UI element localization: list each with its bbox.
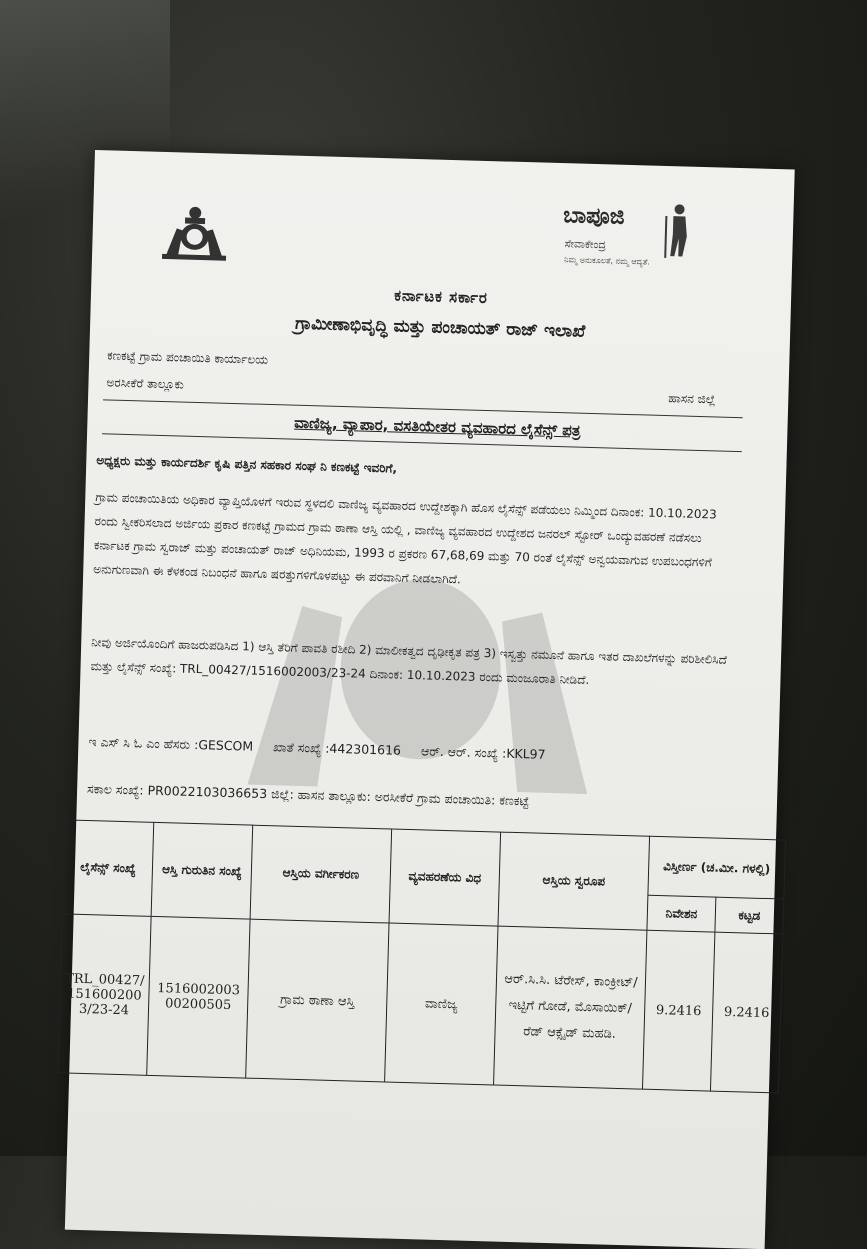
addressee: ಅಧ್ಯಕ್ಷರು ಮತ್ತು ಕಾರ್ಯದರ್ಶಿ ಕೃಷಿ ಪತ್ತಿನ ಸಹಕಾರ ಸಂಘ ನಿ ಕಣಕಟ್ಟೆ ಇವರಿಗೆ,: [96, 453, 398, 476]
documents-paragraph: ನೀವು ಅರ್ಜಿಯೊಂದಿಗೆ ಹಾಜರುಪಡಿಸಿದ 1) ಆಸ್ತಿ ತೆರಿಗೆ ಪಾವತಿ ರಶೀದಿ 2) ಮಾಲೀಕತ್ವದ ದೃಢೀಕೃತ ಪತ್ರ 3) ಇಸ್ವತ್ತು ನಮೂನೆ ಹಾಗೂ ಇತರ ದಾಖಲೆಗಳನ್ನು ಪರಿಶೀಲಿಸಿದೆ ಮತ್ತು ಲೈಸೆನ್ಸ್ ಸಂಖ್ಯೆ: TRL_00427/1516002003/23-24 ದಿನಾಂಕ: 10.10.2023 ರಂದು ಮಂಜೂರಾತಿ ನೀಡಿದೆ.: [90, 635, 728, 688]
building-area-cell: 9.2416: [710, 932, 782, 1093]
account-number: ಖಾತೆ ಸಂಖ್ಯೆ :442301616: [272, 739, 402, 758]
col-building: ಕಟ್ಟಡ: [715, 897, 784, 934]
escom-name: ಇ ಎಸ್ ಸಿ ಓ ಎಂ ಹೆಸರು :GESCOM: [88, 734, 254, 754]
department-title: ಗ್ರಾಮೀಣಾಭಿವೃದ್ಧಿ ಮತ್ತು ಪಂಚಾಯತ್ ರಾಜ್ ಇಲಾಖೆ: [294, 313, 586, 342]
government-title: ಕರ್ನಾಟಕ ಸರ್ಕಾರ: [393, 286, 489, 308]
license-body-paragraph: ಗ್ರಾಮ ಪಂಚಾಯಿತಿಯ ಅಧಿಕಾರ ವ್ಯಾಪ್ತಿಯೊಳಗೆ ಇರುವ ಸ್ಥಳದಲಿ ವಾಣಿಜ್ಯ ವ್ಯವಹಾರದ ಉದ್ದೇಶಕ್ಕಾಗಿ ಹೊಸ ಲೈಸೆನ್ಸ್ ಪಡೆಯಲು ನಿಮ್ಮಿಂದ ದಿನಾಂಕ: 10.10.2023 ರಂದು ಸ್ವೀಕರಿಸಲಾದ ಅರ್ಜಿಯ ಪ್ರಕಾರ ಕಣಕಟ್ಟೆ ಗ್ರಾಮದ ಗ್ರಾಮ ಠಾಣಾ ಆಸ್ತಿ ಯಲ್ಲಿ , ವಾಣಿಜ್ಯ ವ್ಯವಹಾರದ ಉದ್ದೇಶದ ಜನರಲ್ ಸ್ಟೋರ್ ಒಂದ್ಯುವಹರಣೆ ನಡೆಸಲು ಕರ್ನಾಟಕ ಗ್ರಾಮ ಸ್ವರಾಜ್ ಮತ್ತು ಪಂಚಾಯತ್ ರಾಜ್ ಅಧಿನಿಯಮ, 1993 ರ ಪ್ರಕರಣ 67,68,69 ಮತ್ತು 70 ರಂತೆ ಲೈಸೆನ್ಸ್ ಅನ್ವಯವಾಗುವ ಉಪಬಂಧಗಳಿಗೆ ಅನುಗುಣವಾಗಿ ಈ ಕೆಳಕಂಡ ನಿಬಂಧನೆ ಹಾಗೂ ಷರತ್ತುಗಳಿಗೊಳಪಟ್ಟು ಈ ಪರವಾನಿಗೆ ನೀಡಲಾಗಿದೆ.: [93, 490, 717, 587]
col-property-id: ಆಸ್ತಿ ಗುರುತಿನ ಸಂಖ್ಯೆ: [151, 822, 253, 919]
col-classification: ಆಸ್ತಿಯ ವರ್ಗೀಕರಣ: [250, 825, 392, 923]
license-title: ವಾಣಿಜ್ಯ, ವ್ಯಾಪಾರ, ವಸತಿಯೇತರ ವ್ಯವಹಾರದ ಲೈಸೆನ್ಸ್ ಪತ್ರ: [294, 413, 581, 440]
logo-title: ಬಾಪೂಜಿ: [563, 203, 625, 230]
license-details-table: [57, 819, 786, 1093]
district-name: ಹಾಸನ ಜಿಲ್ಲೆ: [668, 391, 716, 407]
property-id-cell: 151600200300200505: [147, 916, 250, 1078]
license-number-cell: TRL_00427/1516002003/23-24: [58, 914, 151, 1075]
col-transaction-type: ವ್ಯವಹರಣೆಯ ವಿಧ: [389, 829, 501, 926]
classification-cell: ಗ್ರಾಮ ಠಾಣಾ ಆಸ್ತಿ: [246, 919, 389, 1082]
taluk-name: ಅರಸೀಕೆರೆ ತಾಲ್ಲೂಕು: [106, 375, 184, 392]
logo-subtitle: ಸೇವಾಕೇಂದ್ರ: [564, 237, 607, 252]
bapuji-sevakendra-logo: [562, 199, 694, 275]
rr-number: ಆರ್. ಆರ್. ಸಂಖ್ಯೆ :KKL97: [420, 743, 546, 762]
karnataka-emblem-icon: [154, 200, 236, 262]
col-site: ನಿವೇಶನ: [647, 895, 716, 932]
col-area: ವಿಸ್ತೀರ್ಣ (ಚ.ಮೀ. ಗಳಲ್ಲಿ): [648, 836, 786, 899]
site-area-cell: 9.2416: [642, 930, 714, 1091]
office-name: ಕಣಕಟ್ಟೆ ಗ್ರಾಮ ಪಂಚಾಯಿತಿ ಕಾರ್ಯಾಲಯ: [107, 348, 269, 367]
property-nature-cell: ಆರ್.ಸಿ.ಸಿ. ಟೆರೇಸ್, ಕಾಂಕ್ರೀಟ್/ಇಟ್ಟಿಗೆ ಗೋಡೆ, ಮೊಸಾಯಿಕ್/ರೆಡ್ ಆಕ್ಸೈಡ್ ಮಹಡಿ.: [494, 926, 647, 1089]
license-document: [65, 150, 795, 1249]
table-row: [58, 914, 783, 1093]
sakala-details: ಸಕಾಲ ಸಂಖ್ಯೆ: PR0022103036653 ಜಿಲ್ಲೆ: ಹಾಸನ ತಾಲ್ಲೂಕು: ಅರಸೀಕೆರೆ ಗ್ರಾಮ ಪಂಚಾಯಿತಿ: ಕಣಕಟ್ಟೆ: [86, 781, 530, 809]
gandhi-figure-icon: [662, 202, 694, 259]
transaction-type-cell: ವಾಣಿಜ್ಯ: [385, 923, 498, 1085]
col-property-nature: ಆಸ್ತಿಯ ಸ್ವರೂಪ: [498, 832, 650, 930]
logo-tagline: ನಿಮ್ಮ ಅನುಕೂಲತೆ, ನಮ್ಮ ಆದ್ಯತೆ.: [563, 255, 651, 267]
col-license-number: ಲೈಸೆನ್ಸ್ ಸಂಖ್ಯೆ: [62, 820, 154, 916]
